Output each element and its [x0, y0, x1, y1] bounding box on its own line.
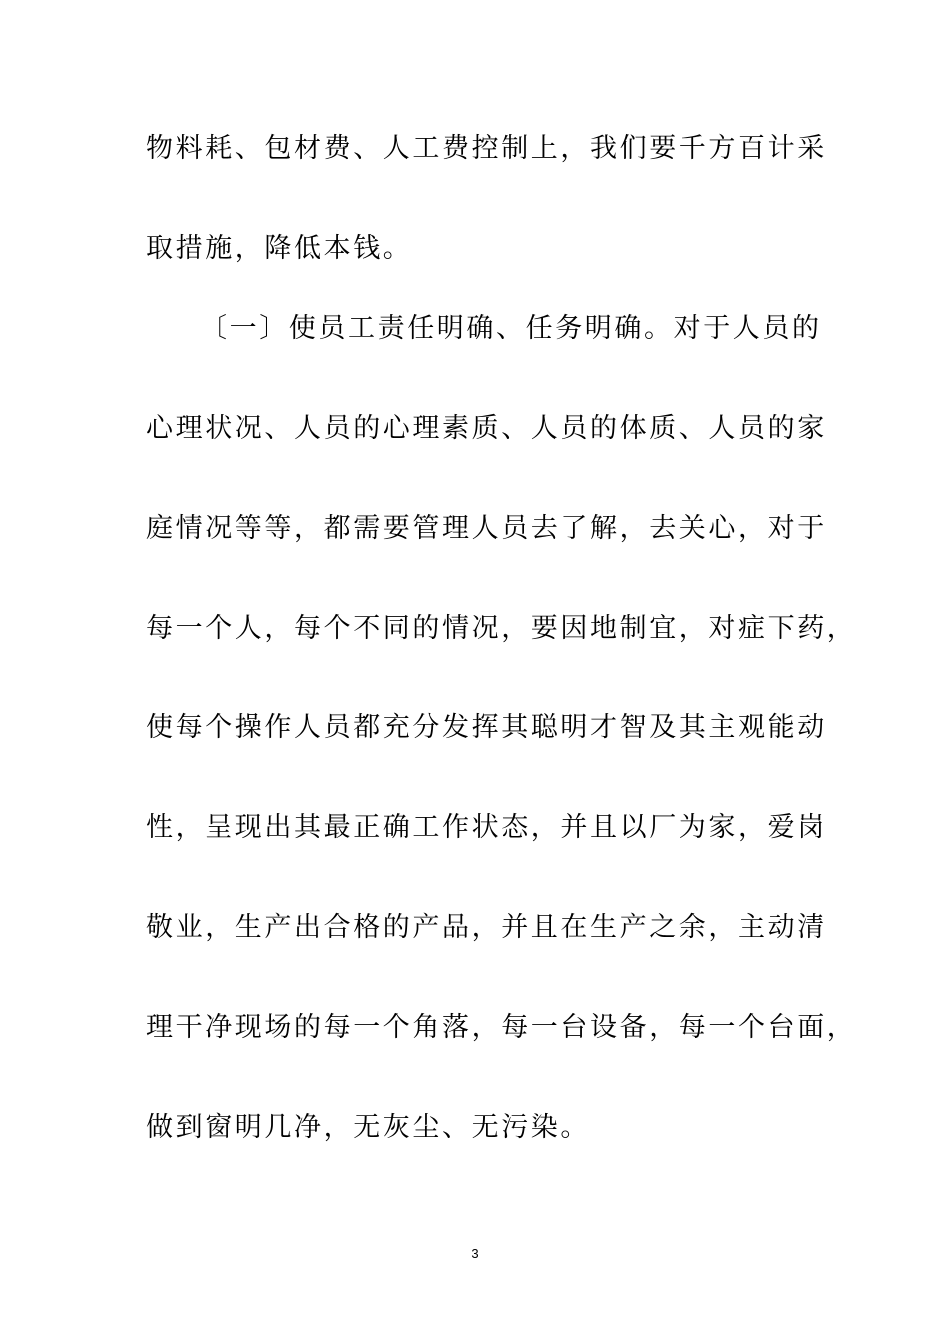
body-text-line: 敬业，生产出合格的产品，并且在生产之余，主动清: [146, 912, 827, 943]
body-text-line: 使每个操作人员都充分发挥其聪明才智及其主观能动: [146, 712, 827, 743]
body-text-line: 物料耗、包材费、人工费控制上，我们要千方百计采: [146, 133, 827, 164]
body-text-line: 性，呈现出其最正确工作状态，并且以厂为家，爱岗: [146, 812, 827, 843]
body-text-line: 心理状况、人员的心理素质、人员的体质、人员的家: [146, 413, 827, 444]
body-text-line: 取措施，降低本钱。: [146, 233, 413, 264]
paragraph-heading-line: 〔一〕使员工责任明确、任务明确。对于人员的: [200, 313, 822, 344]
body-text-line: 每一个人，每个不同的情况，要因地制宜，对症下药，: [146, 613, 857, 644]
page-number: 3: [471, 1246, 479, 1261]
body-text-line: 做到窗明几净，无灰尘、无污染。: [146, 1112, 590, 1143]
body-text-line: 理干净现场的每一个角落，每一台设备，每一个台面，: [146, 1012, 857, 1043]
body-text-line: 庭情况等等，都需要管理人员去了解，去关心，对于: [146, 513, 827, 544]
